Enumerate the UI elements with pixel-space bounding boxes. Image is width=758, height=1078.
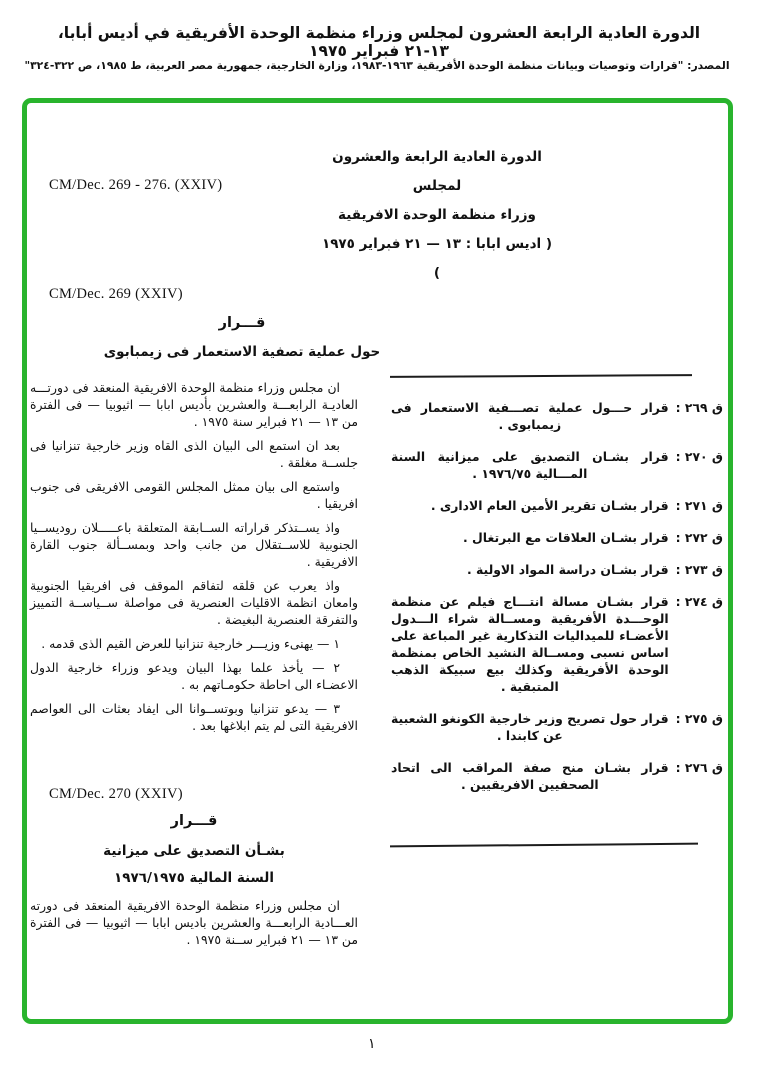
index-item-number: ق ٢٧١ : <box>675 498 723 513</box>
document-frame <box>22 98 733 1024</box>
index-item-text: قرار بشـان دراسة المواد الاولية . <box>466 562 669 577</box>
numbered-item: ١ — يهنىء وزيـــر خارجية تنزانيا للعرض القيم الذى قدمه . <box>41 636 340 651</box>
index-item-number: ق ٢٧٣ : <box>675 562 723 577</box>
index-item-number: ق ٢٦٩ : <box>675 400 723 415</box>
index-item <box>391 529 723 546</box>
index-item-text: قرار بشـان تقرير الأمين العام الادارى . <box>430 498 669 513</box>
paragraph: واذ يســتذكر قراراته الســابقة المتعلقة باعـــــلان روديســيا الجنوبية للاســتقلال من جانب واحد وبمســألة جنوب القارة الافريقية . <box>30 520 358 569</box>
paragraph: ان مجلس وزراء منظمة الوحدة الافريقية المنعقد فى دورتـــه العاديـة الرابعـــة والعشرين بأديس ابابا — اثيوبيا — فى الفترة من ١٣ — ٢١ فبراير سنة ١٩٧٥ . <box>30 380 358 429</box>
index-item-text: قرار حول تصريح وزير خارجية الكونغو الشعبية عن كابندا . <box>391 711 669 743</box>
index-item <box>391 561 723 578</box>
document-ref-range: CM/Dec. 269 - 276. (XXIV) <box>49 177 223 193</box>
session-title-line-1: الدورة العادية الرابعة والعشرون لمجلس <box>332 149 542 194</box>
index-item-text: قرار بشـان العلاقات مع البرتغال . <box>463 530 669 545</box>
index-item-text: قرار بشـان مسالة انتـــاج فيلم عن منظمة الوحـــدة الأفريقية ومســالة شراء الـــدول الأعضـاء للميداليات التذكارية غير المباعة على اساس نسبى ومســالة النشيد الخاص بمنظمة الوحدة الأفريقية وكذلك بيع سبيكة الذهب المتبقية . <box>391 594 669 694</box>
index-item-number: ق ٢٧٤ : <box>675 594 723 609</box>
numbered-item: ٣ — يدعو تنزانيا وبوتســوانا الى ايفاد بعثات الى العواصم الافريقية التى لم يتم ابلاغها بعد . <box>30 701 358 733</box>
resolution-270-subject-line-2: السنة المالية ١٩٧٦/١٩٧٥ <box>114 870 274 886</box>
index-item-text: قرار بشـان منح صفة المراقب الى اتحاد الصحفيين الافريقيين . <box>391 760 669 792</box>
resolution-269-heading: قـــرار <box>218 315 266 331</box>
resolution-270-heading: قـــرار <box>170 813 218 829</box>
session-title-line-3: ( اديس ابابا : ١٣ — ٢١ فبراير ١٩٧٥ ) <box>321 236 553 281</box>
index-item-number: ق ٢٧٦ : <box>675 760 723 775</box>
header-source-line: المصدر: "قرارات وتوصيات وبيانات منظمة الوحدة الأفريقية ١٩٦٣-١٩٨٣، وزارة الخارجية، جمهورية مصر العربية، ط ١٩٨٥، ص ٣٢٢-٣٢٤" <box>24 59 730 72</box>
resolution-269-body <box>30 379 358 741</box>
index-divider-top <box>390 374 692 378</box>
index-item <box>391 399 723 433</box>
numbered-item: ٢ — يأخذ علما بهذا البيان ويدعو وزراء خارجية الدول الاعضـاء الى احاطة حكومـاتهم به . <box>30 660 358 692</box>
resolution-270-headings <box>27 813 361 892</box>
index-item-number: ق ٢٧٠ : <box>675 449 723 464</box>
resolution-270-subject-line-1: بشـأن التصديق على ميزانية <box>103 843 285 859</box>
paragraph: ان مجلس وزراء منظمة الوحدة الافريقية المنعقد فى دورته العـــادية الرابعـــة والعشرين باديس ابابا — اثيوبيا — فى الفترة من ١٣ — ٢١ فبراير ســنة ١٩٧٥ . <box>30 898 358 947</box>
paragraph: واذ يعرب عن قلقه لتفاقم الموقف فى افريقيا الجنوبية وامعان انظمة الاقليات العنصرية فى مواصلة ســياســة التمييز والتفرقة العنصرية البغيضة . <box>30 578 358 627</box>
resolutions-index <box>391 399 723 808</box>
resolution-269-headings <box>67 315 417 360</box>
resolution-269-ref: CM/Dec. 269 (XXIV) <box>49 286 183 302</box>
index-item <box>391 759 723 793</box>
paragraph: واستمع الى بيان ممثل المجلس القومى الافريقى فى جنوب افريقيا . <box>30 479 358 511</box>
resolution-270-body <box>30 897 358 955</box>
index-item-text: قرار بشـان التصديق على ميزانية السنة المـــالية ١٩٧٦/٧٥ . <box>391 449 669 481</box>
index-item <box>391 593 723 695</box>
page-number: ١ <box>368 1036 376 1052</box>
index-item <box>391 710 723 744</box>
index-item-number: ق ٢٧٢ : <box>675 530 723 545</box>
session-title-line-2: وزراء منظمة الوحدة الافريقية <box>338 207 536 223</box>
index-item-number: ق ٢٧٥ : <box>675 711 723 726</box>
session-title <box>317 143 557 288</box>
index-divider-bottom <box>390 843 698 848</box>
resolution-270-ref: CM/Dec. 270 (XXIV) <box>49 786 183 802</box>
resolution-269-subject: حول عملية تصفية الاستعمار فى زيمبابوى <box>103 344 381 360</box>
index-item-text: قرار حـــول عملية تصـــفية الاستعمار فى زيمبابوى . <box>391 400 669 432</box>
index-item <box>391 497 723 514</box>
index-item <box>391 448 723 482</box>
paragraph: بعد ان استمع الى البيان الذى القاه وزير خارجية تنزانيا فى جلســة مغلقة . <box>30 438 358 470</box>
header-session-line: الدورة العادية الرابعة العشرون لمجلس وزراء منظمة الوحدة الأفريقية في أديس أبابا، ١٣-٢١ فبراير ١٩٧٥ <box>57 24 701 60</box>
